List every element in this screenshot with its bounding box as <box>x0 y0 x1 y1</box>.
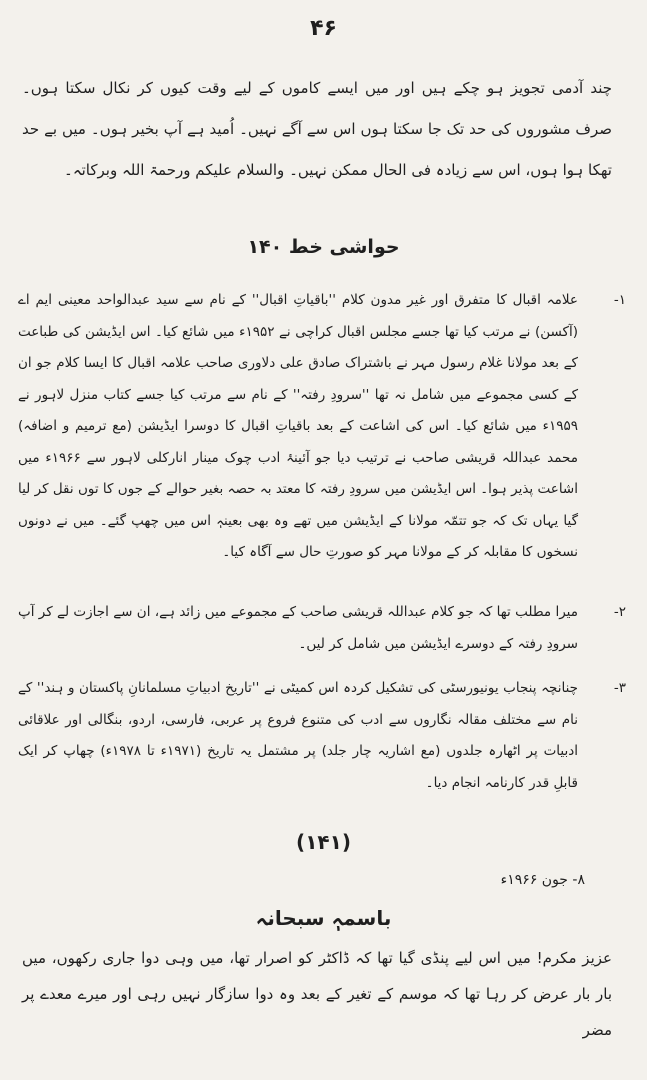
footnote-2 <box>18 597 626 660</box>
footnote-text: علامہ اقبال کا متفرق اور غیر مدون کلام ''باقیاتِ اقبال'' کے نام سے سید عبدالواحد معینی ایم اے (آکسن) نے مرتب کیا تھا جسے مجلس اقبال کراچی نے ۱۹۵۲ء میں شائع کیا۔ اس ایڈیشن کی طباعت کے بعد مولانا غلام رسول مہر نے باشتراک صادق علی دلاوری صاحب علامہ اقبال کا ایسا کلام جو ان کے کسی مجموعے میں شامل نہ تھا ''سرودِ رفتہ'' کے نام سے مرتب کیا جسے کتاب منزل لاہور نے ۱۹۵۹ء میں شائع کیا۔ اس کی اشاعت کے بعد باقیاتِ اقبال کا دوسرا ایڈیشن (مع ترمیم و اضافہ) محمد عبداللہ قریشی صاحب نے ترتیب دیا جو آئینۂ ادب چوک مینار انارکلی لاہور سے ۱۹۶۶ء میں اشاعت پذیر ہوا۔ اس ایڈیشن میں سرودِ رفتہ کا معتد بہ حصہ بغیر حوالے کے جوں کا توں نقل کر لیا گیا یہاں تک کہ جو تتمّہ مولانا کے ایڈیشن میں تھے وہ بھی بعینہٖ اس میں چھپ گئے۔ میں نے دونوں نسخوں کا مقابلہ کر کے مولانا مہر کو صورتِ حال سے آگاہ کیا۔ <box>18 292 579 560</box>
footnote-number: ۳- <box>613 680 626 696</box>
footnote-text: میرا مطلب تھا کہ جو کلام عبداللہ قریشی صاحب کے مجموعے میں زائد ہے، ان سے اجازت لے کر آپ سرودِ رفتہ کے دوسرے ایڈیشن میں شامل کر لیں۔ <box>18 604 578 652</box>
footnote-text: چنانچہ پنجاب یونیورسٹی کی تشکیل کردہ اس کمیٹی نے ''تاریخ ادبیاتِ مسلمانانِ پاکستان و ہند'' کے نام سے مختلف مقالہ نگاروں سے ادب کی متنوع فروع پر عربی، فارسی، اردو، بنگالی اور علاقائی ادبیات پر اٹھارہ جلدوں (مع اشاریہ چار جلد) پر مشتمل یہ تاریخ (۱۹۷۱ء تا ۱۹۷۸ء) چھاپ کر ایک قابلِ قدر کارنامہ انجام دیا۔ <box>18 680 578 791</box>
letter-closing-paragraph: چند آدمی تجویز ہو چکے ہیں اور میں ایسے کاموں کے لیے وقت کیوں کر نکال سکتا ہوں۔ صرف مشوروں کی حد تک جا سکتا ہوں اس سے آگے نہیں۔ اُمید ہے آپ بخیر ہوں۔ میں بے حد تھکا ہوا ہوں، اس سے زیادہ فی الحال ممکن نہیں۔ والسلام علیکم ورحمۃ اللہ وبرکاتہ۔ <box>22 79 612 179</box>
footnote-1 <box>18 285 626 569</box>
footnote-number: ۲- <box>613 604 626 620</box>
invocation-heading: باسمہٖ سبحانہ <box>255 906 392 930</box>
letter-opening-paragraph: عزیز مکرم! میں اس لیے پنڈی گیا تھا کہ ڈاکٹر کو اصرار تھا، میں وہی دوا جاری رکھوں، میں بار بار عرض کر رہا تھا کہ موسم کے تغیر کے بعد وہ دوا سازگار نہیں رہی اور میرے معدے پر مضر <box>22 949 612 1039</box>
letter-date: ۸- جون ۱۹۶۶ء <box>500 872 585 888</box>
footnote-3 <box>18 673 626 799</box>
letter-number: (۱۴۱) <box>296 830 351 854</box>
footnote-number: ۱- <box>613 292 626 308</box>
notes-heading: حواشی خط ۱۴۰ <box>247 236 400 258</box>
page-number: ۴۶ <box>310 16 337 41</box>
